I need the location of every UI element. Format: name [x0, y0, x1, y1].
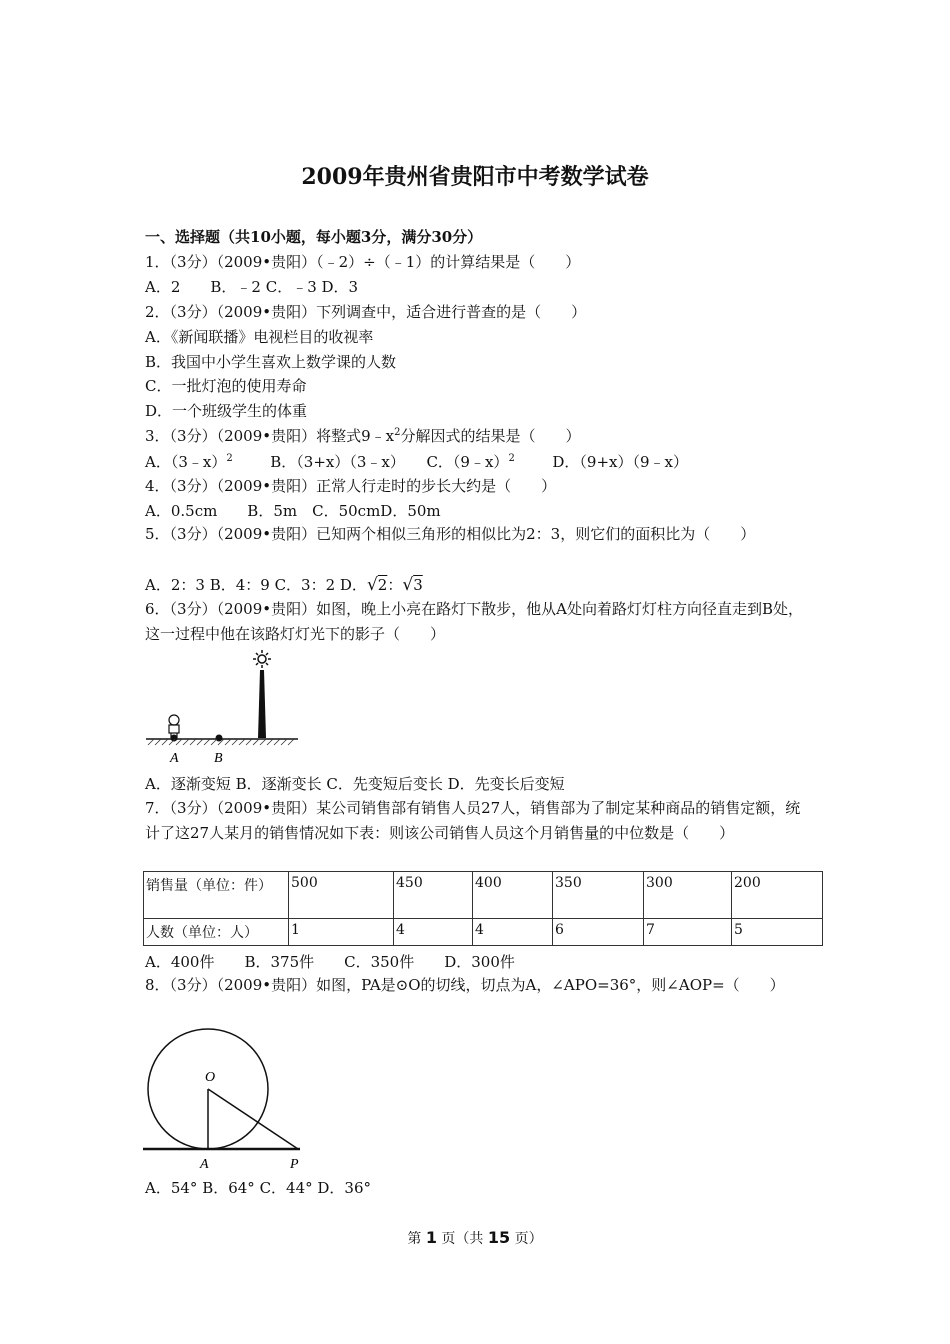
q2-option-c: C．一批灯泡的使用寿命 [145, 377, 307, 395]
sqrt-2: √2 [366, 575, 388, 595]
sales-table [143, 871, 823, 946]
q3-option-c: C．（9﹣x） [426, 453, 509, 471]
table-cell: 200 [732, 872, 823, 919]
q3-option-a: A．（3﹣x） [145, 453, 227, 471]
table-row [144, 919, 823, 946]
table-cell: 6 [553, 919, 644, 946]
page-number: 1 [425, 1228, 437, 1247]
label-a: A [170, 751, 179, 766]
table-row [144, 872, 823, 919]
lamp-post [258, 670, 266, 738]
table-cell: 500 [289, 872, 394, 919]
table-cell: 人数（单位：人） [144, 919, 289, 946]
total-pages: 15 [487, 1228, 511, 1247]
lamp-icon [253, 650, 271, 668]
q5-options-text: A．2：3 B．4：9 C．3：2 D． [145, 576, 367, 594]
q6-options: A．逐渐变短 B．逐渐变长 C．先变短后变长 D．先变长后变短 [145, 775, 565, 793]
label-p: P [290, 1157, 299, 1172]
q4-options: A．0.5cm B．5m C．50cmD．50m [145, 502, 441, 520]
page-footer [0, 1228, 950, 1248]
q4-stem: 4．（3分）（2009•贵阳）正常人行走时的步长大约是（ ） [145, 477, 557, 495]
footer-text: 页） [510, 1231, 543, 1247]
table-cell: 销售量（单位：件） [144, 872, 289, 919]
q3-exponent: 2 [394, 427, 401, 438]
table-cell: 450 [394, 872, 473, 919]
page-title: 2009年贵州省贵阳市中考数学试卷 [301, 164, 649, 190]
q6-stem: 6．（3分）（2009•贵阳）如图，晚上小亮在路灯下散步，他从A处向着路灯灯柱方向径直走到B处，这一过程中他在该路灯灯光下的影子（ ） [145, 600, 803, 643]
q2-option-a: A．《新闻联播》电视栏目的收视率 [145, 328, 374, 346]
q1-options: A．2 B．﹣2 C．﹣3 D．3 [145, 278, 359, 296]
table-cell: 4 [473, 919, 553, 946]
sqrt-3: √3 [402, 575, 423, 595]
q5-stem: 5．（3分）（2009•贵阳）已知两个相似三角形的相似比为2：3，则它们的面积比为（ ） [145, 525, 756, 543]
label-b: B [214, 751, 223, 766]
table-cell: 300 [644, 872, 732, 919]
footer-text: 页（共 [436, 1231, 488, 1247]
q8-options: A．54° B．64° C．44° D．36° [145, 1179, 372, 1197]
q8-stem: 8．（3分）（2009•贵阳）如图，PA是⊙O的切线，切点为A，∠APO=36°，则∠AOP=（ ） [145, 976, 785, 994]
q7-stem: 7．（3分）（2009•贵阳）某公司销售部有销售人员27人，销售部为了制定某种商品的销售定额，统计了这27人某月的销售情况如下表：则该公司销售人员这个月销售量的中位数是（ ） [145, 799, 801, 842]
q3-stem-post: 分解因式的结果是（ ） [400, 427, 581, 445]
label-a: A [200, 1157, 209, 1172]
q3-option-d: D．（9+x）（9﹣x） [552, 453, 688, 471]
table-cell: 7 [644, 919, 732, 946]
q3-option-a-exp: 2 [226, 453, 233, 464]
point-b [216, 735, 223, 742]
q3-options [145, 452, 688, 472]
q3-stem [145, 426, 581, 446]
streetlight-figure [143, 648, 303, 768]
table-cell: 4 [394, 919, 473, 946]
q5-colon: ： [387, 576, 403, 594]
table-cell: 1 [289, 919, 394, 946]
label-o: O [205, 1070, 216, 1085]
q2-stem: 2．（3分）（2009•贵阳）下列调查中，适合进行普查的是（ ） [145, 303, 587, 321]
section-heading: 一、选择题（共10小题，每小题3分，满分30分） [145, 228, 483, 246]
table-cell: 350 [553, 872, 644, 919]
q3-option-b: B．（3+x）（3﹣x） [270, 453, 405, 471]
table-cell: 400 [473, 872, 553, 919]
footer-text: 第 [407, 1231, 426, 1247]
tangent-circle-figure [140, 1028, 310, 1176]
q2-option-d: D．一个班级学生的体重 [145, 402, 308, 420]
q1-stem: 1．（3分）（2009•贵阳）（﹣2）÷（﹣1）的计算结果是（ ） [145, 253, 581, 271]
q5-options [145, 575, 423, 595]
q3-option-c-exp: 2 [508, 453, 515, 464]
q2-option-b: B．我国中小学生喜欢上数学课的人数 [145, 353, 397, 371]
q3-stem-pre: 3．（3分）（2009•贵阳）将整式9﹣x [145, 427, 395, 445]
q7-options: A．400件 B．375件 C．350件 D．300件 [145, 953, 515, 971]
segment-op [208, 1089, 298, 1149]
table-cell: 5 [732, 919, 823, 946]
